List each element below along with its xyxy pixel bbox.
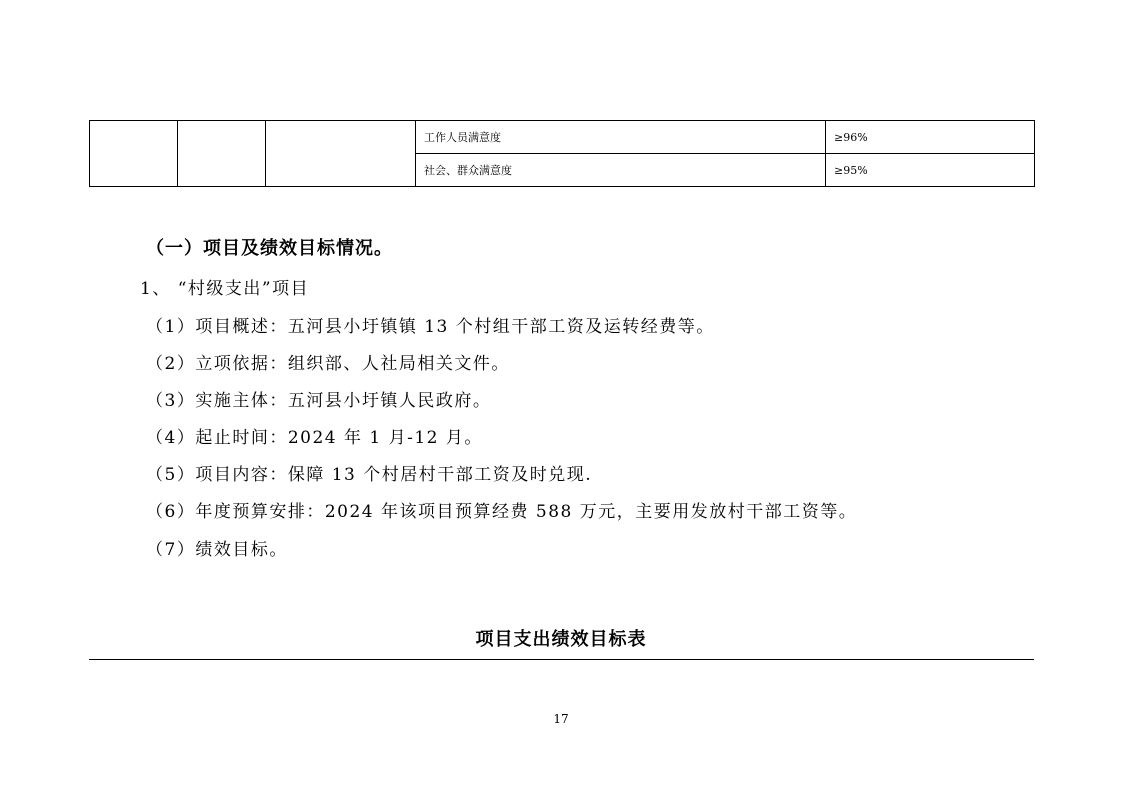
paragraph-implementer: （3）实施主体：五河县小圩镇人民政府。 <box>146 391 492 411</box>
target-value-cell: ≥96% <box>826 121 1035 154</box>
title-divider <box>89 659 1034 660</box>
indicator-cell: 社会、群众满意度 <box>416 154 826 187</box>
indicator-cell: 工作人员满意度 <box>416 121 826 154</box>
paragraph-goal: （7）绩效目标。 <box>146 540 288 560</box>
paragraph-basis: （2）立项依据：组织部、人社局相关文件。 <box>146 354 510 374</box>
paragraph-period: （4）起止时间：2024 年 1 月-12 月。 <box>146 428 483 448</box>
table-row <box>90 121 1035 154</box>
performance-indicator-table <box>89 120 1035 187</box>
section-heading: （一）项目及绩效目标情况。 <box>146 238 393 259</box>
paragraph-budget: （6）年度预算安排：2024 年该项目预算经费 588 万元，主要用发放村干部工资等。 <box>146 502 858 522</box>
empty-cell <box>266 121 416 187</box>
table-title: 项目支出绩效目标表 <box>475 629 647 650</box>
empty-cell <box>178 121 266 187</box>
empty-cell <box>90 121 178 187</box>
target-value-cell: ≥95% <box>826 154 1035 187</box>
paragraph-content: （5）项目内容：保障 13 个村居村干部工资及时兑现. <box>146 465 593 485</box>
page-number: 17 <box>553 712 569 726</box>
item-title: 1、 “村级支出”项目 <box>140 279 310 299</box>
paragraph-overview: （1）项目概述：五河县小圩镇镇 13 个村组干部工资及运转经费等。 <box>146 317 715 337</box>
